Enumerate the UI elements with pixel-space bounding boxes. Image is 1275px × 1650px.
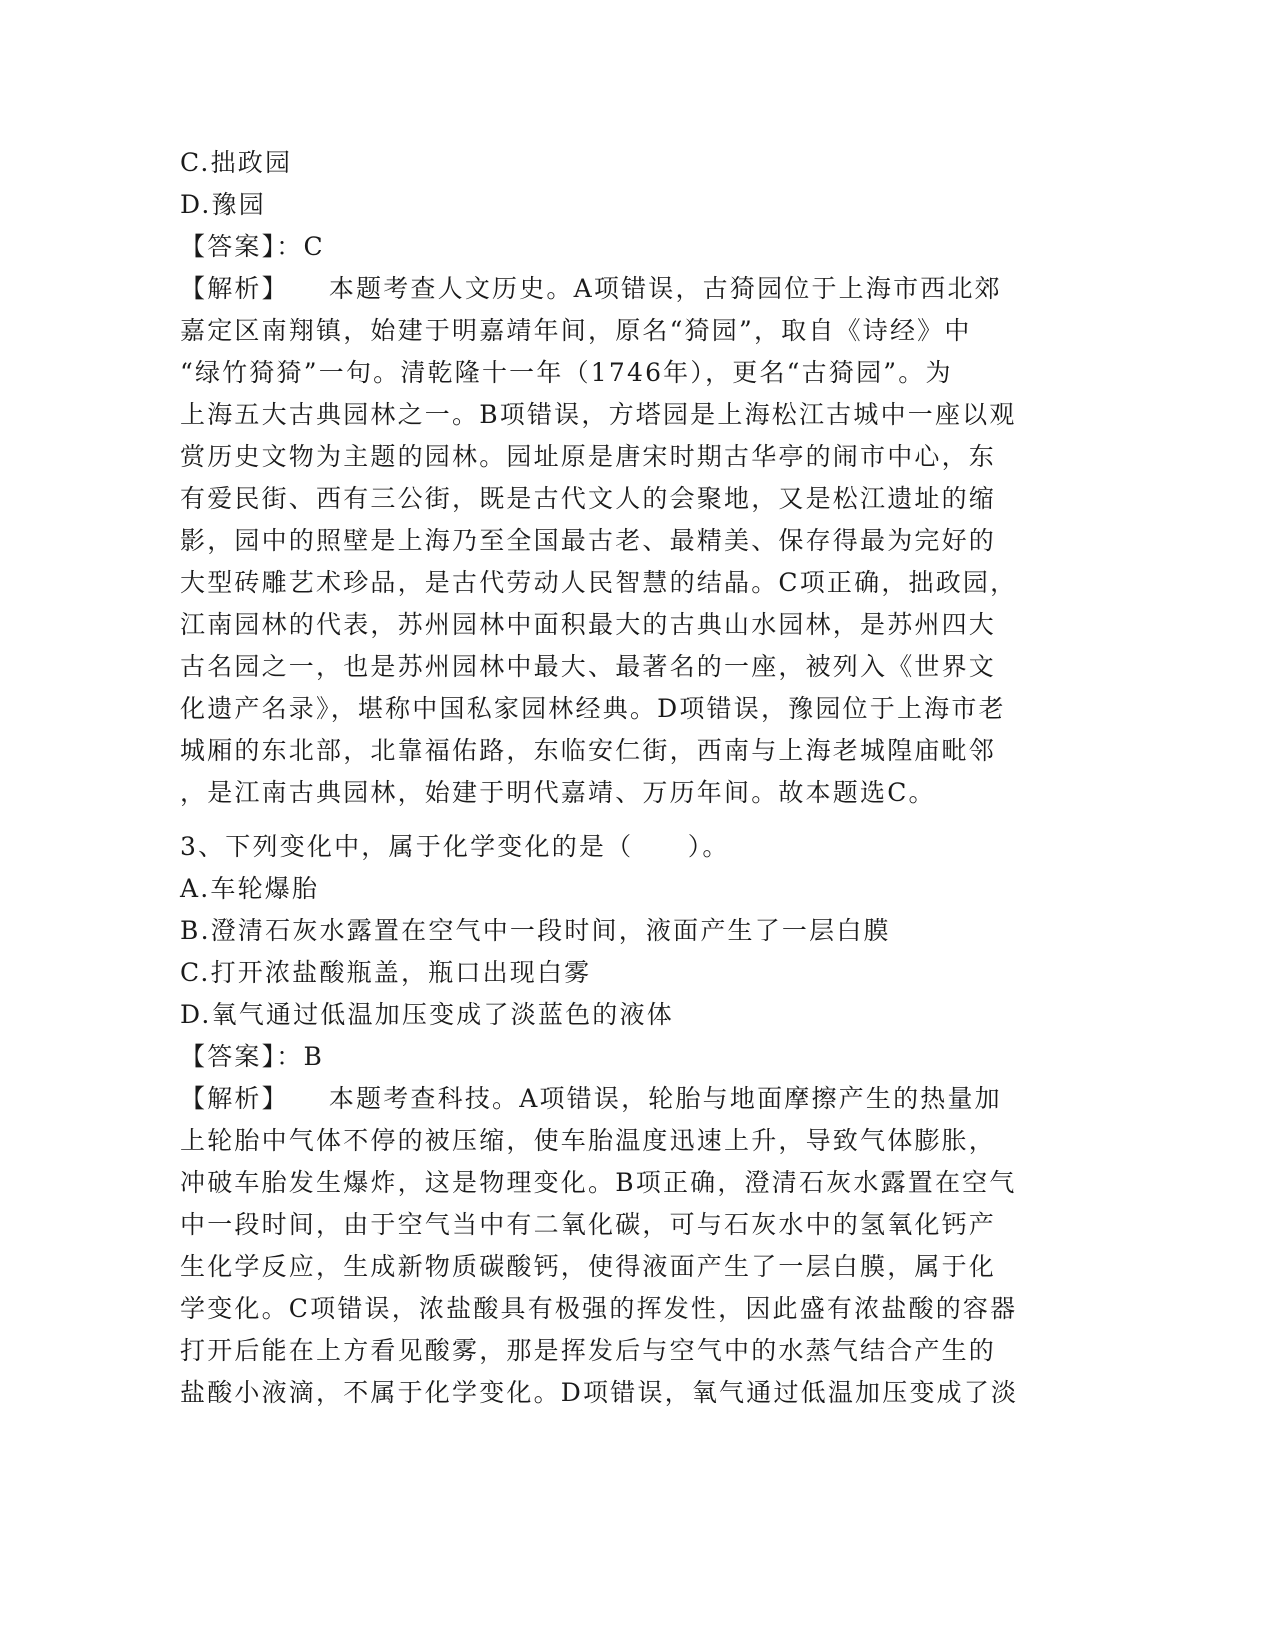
option-d: D.氧气通过低温加压变成了淡蓝色的液体: [180, 1000, 674, 1029]
analysis-line: 上轮胎中气体不停的被压缩，使车胎温度迅速上升，导致气体膨胀，: [180, 1126, 997, 1155]
analysis-line: 江南园林的代表，苏州园林中面积最大的古典山水园林，是苏州四大: [180, 610, 997, 639]
analysis-line: ，是江南古典园林，始建于明代嘉靖、万历年间。故本题选C。: [180, 778, 936, 807]
analysis-line: 冲破车胎发生爆炸，这是物理变化。B项正确，澄清石灰水露置在空气: [180, 1168, 1017, 1197]
document-page: [180, 142, 1040, 1414]
option-d: D.豫园: [180, 190, 266, 219]
analysis-line: 上海五大古典园林之一。B项错误，方塔园是上海松江古城中一座以观: [180, 400, 1017, 429]
analysis-line: 大型砖雕艺术珍品，是古代劳动人民智慧的结晶。C项正确，拙政园，: [180, 568, 1018, 597]
analysis-line: 盐酸小液滴，不属于化学变化。D项错误，氧气通过低温加压变成了淡: [180, 1378, 1019, 1407]
analysis-line: 影，园中的照壁是上海乃至全国最古老、最精美、保存得最为完好的: [180, 526, 997, 555]
question-stem: 3、下列变化中，属于化学变化的是（ ）。: [180, 832, 730, 861]
analysis-line: 赏历史文物为主题的园林。园址原是唐宋时期古华亭的闹市中心，东: [180, 442, 997, 471]
option-b: B.澄清石灰水露置在空气中一段时间，液面产生了一层白膜: [180, 916, 891, 945]
analysis-line: 有爱民街、西有三公街，既是古代文人的会聚地，又是松江遗址的缩: [180, 484, 997, 513]
analysis-label: 【解析】: [180, 1084, 289, 1113]
analysis-line: 生化学反应，生成新物质碳酸钙，使得液面产生了一层白膜，属于化: [180, 1252, 997, 1281]
analysis-line: 中一段时间，由于空气当中有二氧化碳，可与石灰水中的氢氧化钙产: [180, 1210, 997, 1239]
option-c: C.打开浓盐酸瓶盖，瓶口出现白雾: [180, 958, 592, 987]
analysis-line: 嘉定区南翔镇，始建于明嘉靖年间，原名“猗园”，取自《诗经》中: [180, 316, 972, 345]
analysis-text: 本题考查人文历史。A项错误，古猗园位于上海市西北郊: [328, 274, 1002, 303]
option-a: A.车轮爆胎: [180, 874, 320, 903]
answer-line: 【答案】：C: [180, 232, 325, 261]
analysis-line: 古名园之一，也是苏州园林中最大、最著名的一座，被列入《世界文: [180, 652, 997, 681]
analysis-block: [180, 268, 1040, 814]
option-c: C.拙政园: [180, 148, 293, 177]
section-spacer: [180, 814, 1040, 826]
analysis-line: [180, 1078, 1040, 1120]
analysis-line: [180, 268, 1040, 310]
analysis-line: 学变化。C项错误，浓盐酸具有极强的挥发性，因此盛有浓盐酸的容器: [180, 1294, 1018, 1323]
analysis-line: “绿竹猗猗”一句。清乾隆十一年（1746年），更名“古猗园”。为: [180, 358, 953, 387]
analysis-label: 【解析】: [180, 274, 289, 303]
analysis-block: [180, 1078, 1040, 1414]
analysis-line: 化遗产名录》，堪称中国私家园林经典。D项错误，豫园位于上海市老: [180, 694, 1006, 723]
analysis-line: 打开后能在上方看见酸雾，那是挥发后与空气中的水蒸气结合产生的: [180, 1336, 997, 1365]
analysis-line: 城厢的东北部，北靠福佑路，东临安仁街，西南与上海老城隍庙毗邻: [180, 736, 997, 765]
question-3: [180, 826, 1040, 1414]
answer-line: 【答案】：B: [180, 1042, 325, 1071]
analysis-text: 本题考查科技。A项错误，轮胎与地面摩擦产生的热量加: [328, 1084, 1002, 1113]
question-2-continuation: [180, 142, 1040, 814]
